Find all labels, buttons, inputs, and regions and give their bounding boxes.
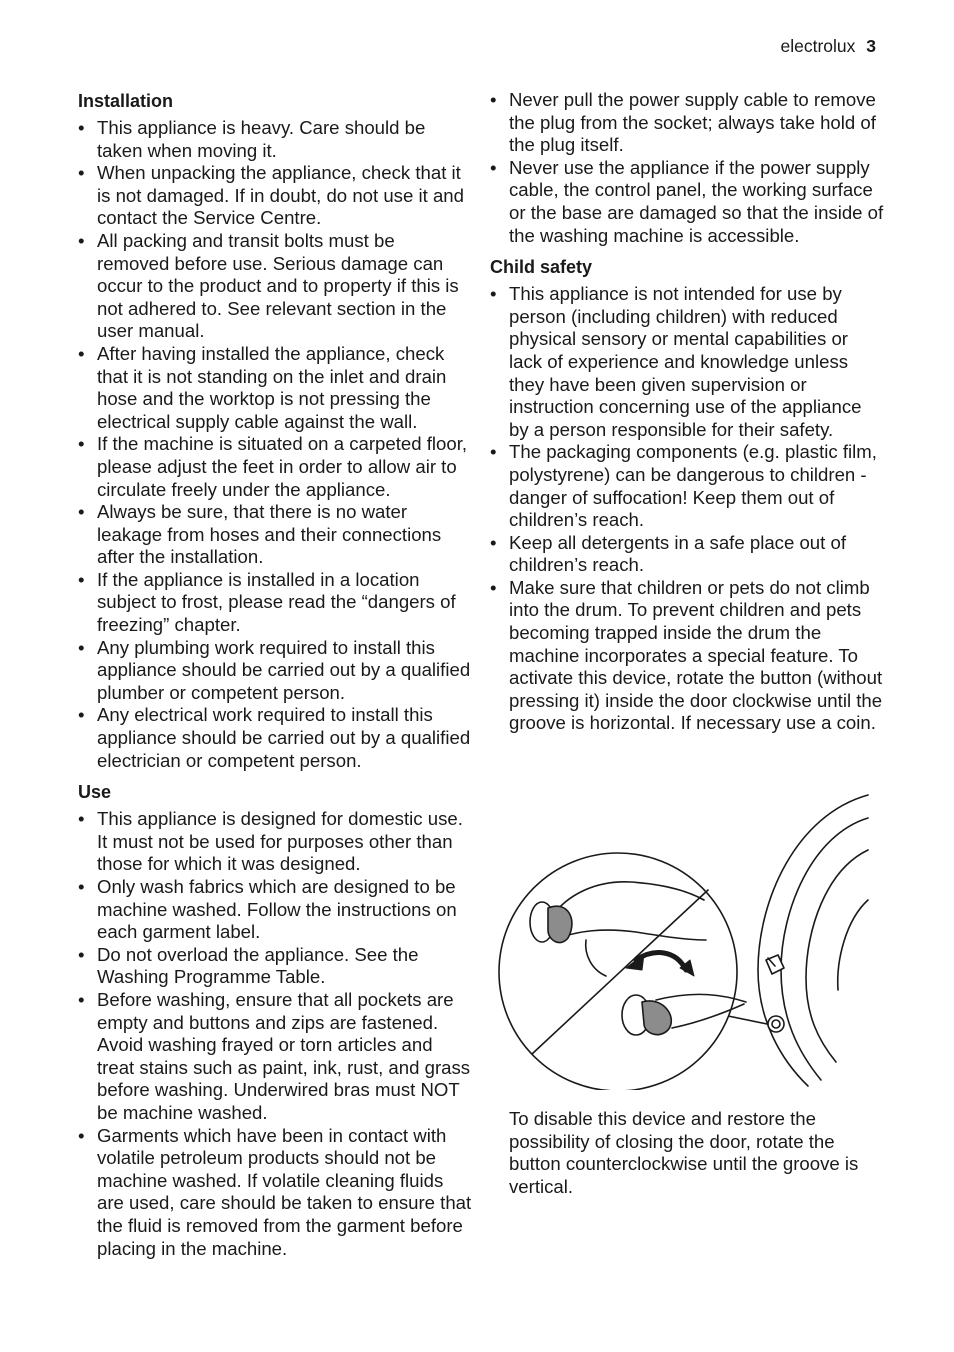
list-item: • If the machine is situated on a carpeted floor, please adjust the feet in order to allow air to circulate freely under the appliance. — [78, 433, 472, 501]
disable-instructions: To disable this device and restore the possibility of closing the door, rotate the button counterclockwise until the groove is vertical. — [509, 1108, 859, 1197]
power-list — [490, 89, 884, 247]
installation-heading: Installation — [78, 91, 174, 111]
list-item: • Only wash fabrics which are designed to be machine washed. Follow the instructions on each garment label. — [78, 876, 472, 944]
right-column — [490, 89, 884, 735]
list-item: • Garments which have been in contact with volatile petroleum products should not be machine washed. If volatile cleaning fluids are used, care should be taken to ensure that the fluid is removed from the garment before placing in the machine. — [78, 1125, 472, 1261]
left-column — [78, 89, 472, 1260]
use-heading: Use — [78, 782, 112, 803]
child-safety-list — [490, 283, 884, 735]
list-item: • Before washing, ensure that all pockets are empty and buttons and zips are fastened. Avoid washing frayed or torn articles and treat stains such as paint, ink, rust, and grass before washing. Underwired bras must NOT be machine washed. — [78, 989, 472, 1125]
list-item: • This appliance is designed for domestic use. It must not be used for purposes other than those for which it was designed. — [78, 808, 472, 876]
child-safety-heading: Child safety — [490, 257, 593, 278]
list-item: • Keep all detergents in a safe place out of children’s reach. — [490, 532, 884, 577]
page-number: 3 — [866, 36, 876, 56]
list-item: • This appliance is heavy. Care should be taken when moving it. — [78, 117, 472, 162]
door-lock-illustration — [496, 790, 874, 1090]
list-item: • Do not overload the appliance. See the Washing Programme Table. — [78, 944, 472, 989]
list-item: • All packing and transit bolts must be removed before use. Serious damage can occur to the product and to property if this is not adhered to. See relevant section in the user manual. — [78, 230, 472, 343]
list-item: • Never pull the power supply cable to remove the plug from the socket; always take hold of the plug itself. — [490, 89, 884, 157]
list-item: • When unpacking the appliance, check that it is not damaged. If in doubt, do not use it and contact the Service Centre. — [78, 162, 472, 230]
page-header — [780, 36, 876, 57]
list-item: • The packaging components (e.g. plastic film, polystyrene) can be dangerous to children - danger of suffocation! Keep them out of children’s reach. — [490, 441, 884, 531]
use-list — [78, 808, 472, 1260]
list-item: • If the appliance is installed in a location subject to frost, please read the “dangers of freezing” chapter. — [78, 569, 472, 637]
list-item: • Any plumbing work required to install this appliance should be carried out by a qualified plumber or competent person. — [78, 637, 472, 705]
list-item: • Never use the appliance if the power supply cable, the control panel, the working surface or the base are damaged so that the inside of the washing machine is accessible. — [490, 157, 884, 247]
brand-name: electrolux — [780, 36, 856, 56]
list-item: • Make sure that children or pets do not climb into the drum. To prevent children and pets becoming trapped inside the drum the machine incorporates a special feature. To activate this device, rotate the button (without pressing it) inside the door clockwise until the groove is horizontal. If necessary use a coin. — [490, 577, 884, 735]
list-item: • This appliance is not intended for use by person (including children) with reduced physical sensory or mental capabilities or lack of experience and knowledge unless they have been given supervision or instruction concerning use of the appliance by a person responsible for their safety. — [490, 283, 884, 441]
list-item: • Always be sure, that there is no water leakage from hoses and their connections after the installation. — [78, 501, 472, 569]
list-item: • Any electrical work required to install this appliance should be carried out by a qualified electrician or competent person. — [78, 704, 472, 772]
list-item: • After having installed the appliance, check that it is not standing on the inlet and drain hose and the worktop is not pressing the electrical supply cable against the wall. — [78, 343, 472, 433]
installation-list — [78, 117, 472, 772]
